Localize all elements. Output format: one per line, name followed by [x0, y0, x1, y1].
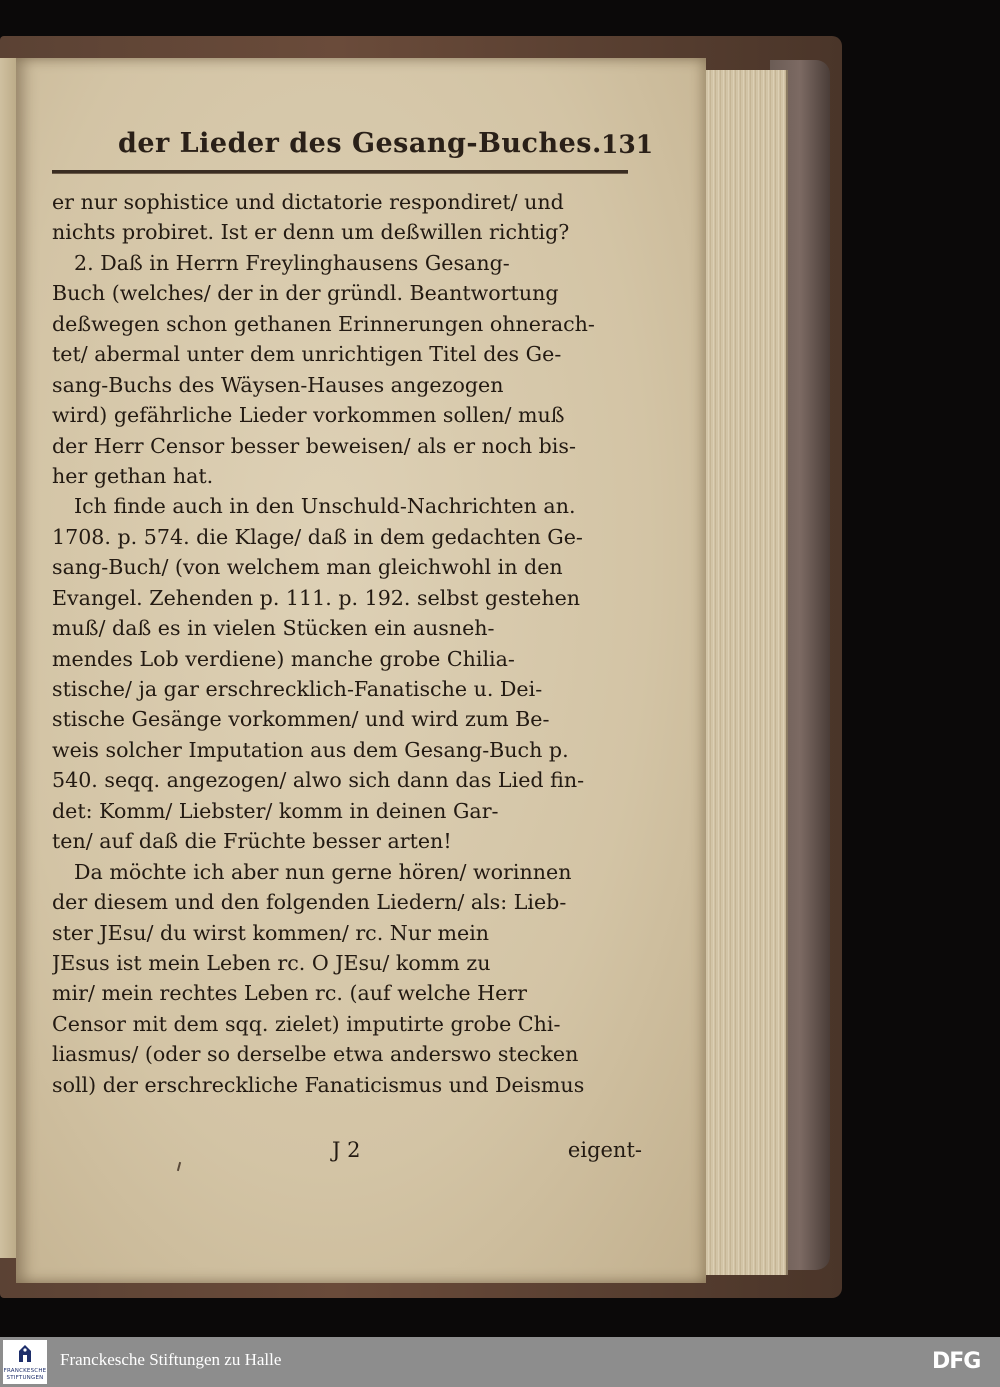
text-line: Evangel. Zehenden p. 111. p. 192. selbst gestehen	[52, 585, 581, 610]
institution-name[interactable]: Franckesche Stiftungen zu Halle	[60, 1350, 282, 1369]
text-line: sang-Buchs des Wäysen-Hauses angezogen	[52, 372, 504, 397]
text-line: tet/ abermal unter dem unrichtigen Titel des Ge-	[52, 342, 562, 367]
text-line: 540. seqq. angezogen/ alwo sich dann das Lied fin-	[52, 768, 585, 793]
text-line: wird) gefährliche Lieder vorkommen sollen/ muß	[52, 403, 565, 428]
page-fore-edge	[702, 70, 788, 1275]
orphanage-emblem-icon	[15, 1344, 35, 1364]
text-line: JEsus ist mein Leben rc. O JEsu/ komm zu	[52, 950, 491, 975]
running-title: der Lieder des Gesang-Buches.	[118, 128, 602, 159]
signature-mark: J 2	[332, 1138, 361, 1162]
text-line: deßwegen schon gethanen Erinnerungen ohnerach-	[52, 311, 595, 336]
logo-text-line2: STIFTUNGEN	[6, 1375, 44, 1381]
body-text	[52, 187, 642, 1100]
text-line: der Herr Censor besser beweisen/ als er noch bis-	[52, 433, 576, 458]
text-line: Da möchte ich aber nun gerne hören/ worinnen	[74, 859, 572, 884]
header-rule	[52, 170, 628, 174]
logo-text-line1: FRANCKESCHE	[3, 1368, 47, 1374]
text-line: ten/ auf daß die Früchte besser arten!	[52, 829, 452, 854]
page-footer-line	[52, 1138, 642, 1170]
page-header	[118, 128, 654, 168]
institution-logo[interactable]	[3, 1340, 47, 1384]
text-line: nichts probiret. Ist er denn um deßwillen richtig?	[52, 220, 570, 245]
text-line: mendes Lob verdiene) manche grobe Chilia-	[52, 646, 515, 671]
text-line: Censor mit dem sqq. zielet) imputirte grobe Chi-	[52, 1011, 561, 1036]
page-number: 131	[601, 130, 654, 159]
text-line: ster JEsu/ du wirst kommen/ rc. Nur mein	[52, 920, 490, 945]
text-line: mir/ mein rechtes Leben rc. (auf welche Herr	[52, 981, 527, 1006]
text-line: stische/ ja gar erschrecklich-Fanatische u. Dei-	[52, 677, 543, 701]
text-line: stische Gesänge vorkommen/ und wird zum Be-	[52, 707, 550, 732]
text-line: 2. Daß in Herrn Freylinghausens Gesang-	[74, 250, 510, 275]
text-line: 1708. p. 574. die Klage/ daß in dem gedachten Ge-	[52, 524, 583, 549]
text-line: er nur sophistice und dictatorie respondiret/ und	[52, 190, 564, 214]
text-line: det: Komm/ Liebster/ komm in deinen Gar-	[52, 798, 499, 823]
footer-bar	[0, 1337, 1000, 1387]
text-line: weis solcher Imputation aus dem Gesang-Buch p.	[52, 737, 569, 762]
text-line: liasmus/ (oder so derselbe etwa anderswo stecken	[52, 1042, 579, 1067]
text-line: her gethan hat.	[52, 463, 214, 488]
text-line: sang-Buch/ (von welchem man gleichwohl in den	[52, 555, 563, 580]
text-line: muß/ daß es in vielen Stücken ein ausneh-	[52, 616, 495, 641]
dfg-logo[interactable]: DFG	[932, 1349, 981, 1374]
catchword: eigent-	[567, 1138, 642, 1162]
text-line: Buch (welches/ der in der gründl. Beantwortung	[52, 281, 559, 306]
text-line: der diesem und den folgenden Liedern/ als: Lieb-	[52, 890, 567, 915]
text-line: soll) der erschreckliche Fanaticismus und Deismus	[52, 1072, 585, 1097]
text-line: Ich finde auch in den Unschuld-Nachrichten an.	[74, 494, 576, 519]
